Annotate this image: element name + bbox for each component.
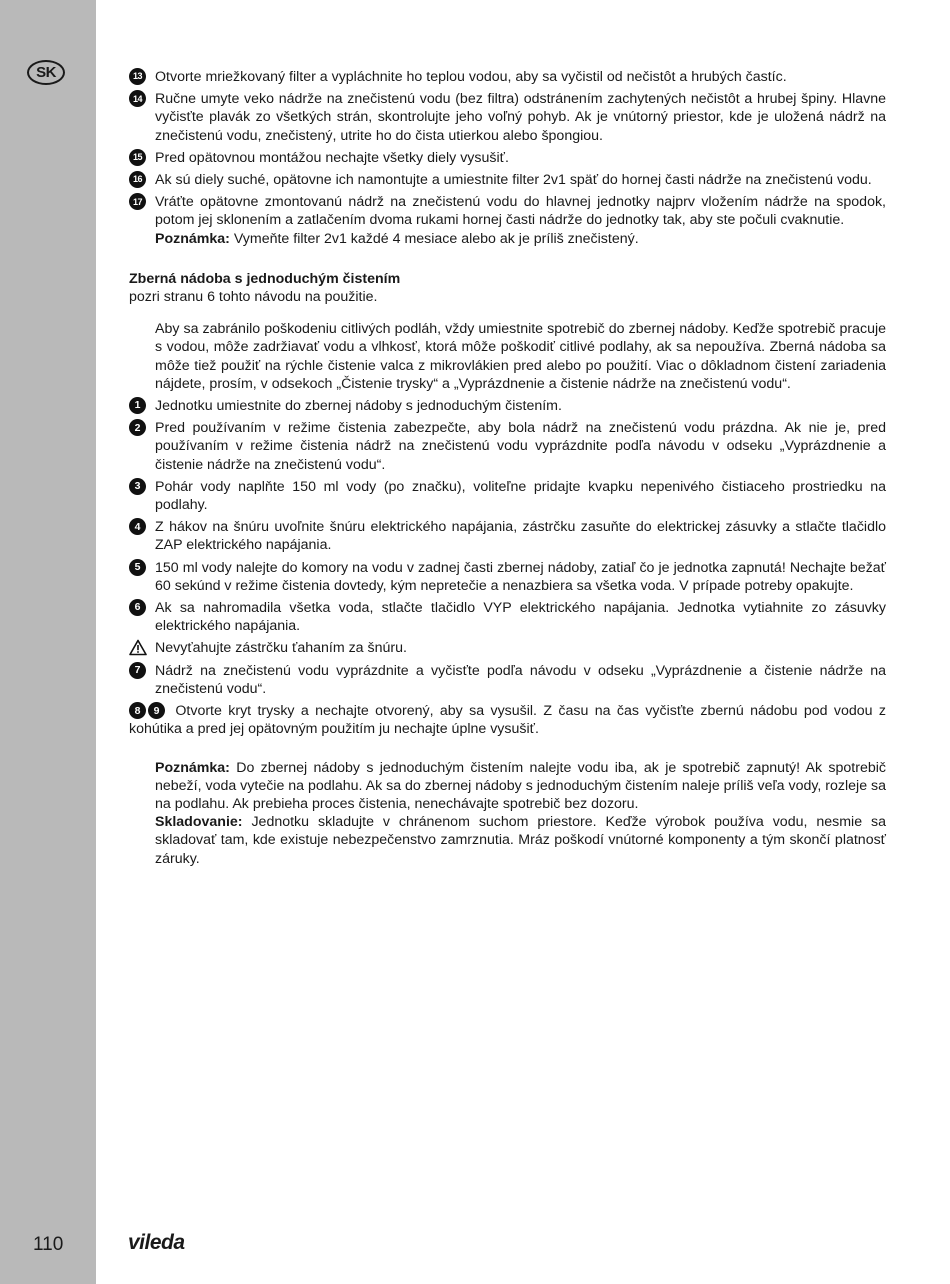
step-16 xyxy=(129,171,886,189)
warning-item xyxy=(129,639,886,657)
step-14 xyxy=(129,90,886,145)
side-margin-bar xyxy=(0,0,96,1284)
step-text: Vráťte opätovne zmontovanú nádrž na znečistenú vodu do hlavnej jednotky najprv vložením nádrže na spodok, potom jej sklonením a zatlačením dvoma rukami hornej časti nádrže do jednotky tak, aby ste počuli cvaknutie. xyxy=(155,194,886,229)
warning-text: Nevyťahujte zástrčku ťahaním za šnúru. xyxy=(155,640,407,657)
note-label: Poznámka: xyxy=(155,759,230,776)
step-text: Jednotku umiestnite do zbernej nádoby s jednoduchým čistením. xyxy=(155,398,562,415)
step-text: Pohár vody naplňte 150 ml vody (po značku), voliteľne pridajte kvapku nepenivého čistiaceho prostriedku na podlahy. xyxy=(155,478,886,514)
step-number-badge: 13 xyxy=(129,68,146,85)
step-4 xyxy=(129,518,886,554)
step-15 xyxy=(129,149,886,167)
language-badge: SK xyxy=(27,60,65,85)
section-title: Zberná nádoba s jednoduchým čistením xyxy=(129,270,401,287)
step-number-badge: 15 xyxy=(129,149,146,166)
step-text: Pred používaním v režime čistenia zabezpečte, aby bola nádrž na znečistenú vodu prázdna. Ak nie je, pred používaním v režime čistenia nádrž na znečistenú vodu vyprázdnite podľa návodu v odseku „Vyprázdnenie a čistenie nádrže na znečistenú vodu“. xyxy=(155,420,886,473)
step-8-9 xyxy=(129,702,886,738)
step-number-badge: 7 xyxy=(129,662,146,679)
step-text: Z hákov na šnúru uvoľnite šnúru elektrického napájania, zástrčku zasuňte do elektrickej zásuvky a stlačte tlačidlo ZAP elektrického napájania. xyxy=(155,519,886,554)
note-top xyxy=(155,230,886,248)
page-content xyxy=(129,68,886,868)
step-number-badge: 14 xyxy=(129,90,146,107)
note-bottom xyxy=(129,759,886,814)
step-number-badge: 16 xyxy=(129,171,146,188)
step-number-badge: 8 xyxy=(129,702,146,719)
warning-triangle-icon xyxy=(129,639,147,656)
storage-note xyxy=(129,813,886,868)
note-text: Vymeňte filter 2v1 každé 4 mesiace alebo ak je príliš znečistený. xyxy=(229,230,639,247)
step-6 xyxy=(129,599,886,635)
step-number-badge: 6 xyxy=(129,599,146,616)
step-5 xyxy=(129,559,886,595)
brand-logo: vileda xyxy=(128,1231,185,1254)
step-text: Ručne umyte veko nádrže na znečistenú vodu (bez filtra) odstránením zachytených nečistôt a hrubej špiny. Hlavne vyčisťte plavák zo všetkých strán, skontrolujte jeho voľný pohyb. Ak je vnútorný priestor, kde je uložená nádrž na znečistenú vodu, znečistený, utrite ho do čista utierkou alebo špongiou. xyxy=(155,91,886,144)
step-text: Nádrž na znečistenú vodu vyprázdnite a vyčisťte podľa návodu v odseku „Vyprázdnenie a čistenie nádrže na znečistenú vodu“. xyxy=(155,662,886,697)
step-1 xyxy=(129,397,886,415)
storage-text: Jednotku skladujte v chránenom suchom priestore. Keďže výrobok používa vodu, nesmie sa skladovať tam, kde existuje nebezpečenstvo zamrznutia. Mráz poškodí vnútorné komponenty a tým skončí platnosť záruky. xyxy=(155,814,886,867)
step-number-badge: 3 xyxy=(129,478,146,495)
step-text: Ak sa nahromadila všetka voda, stlačte tlačidlo VYP elektrického napájania. Jednotka vytiahnite zo zásuvky elektrického napájania. xyxy=(155,600,886,635)
step-number-badge: 4 xyxy=(129,518,146,535)
step-number-badge: 1 xyxy=(129,397,146,414)
section-intro: Aby sa zabránilo poškodeniu citlivých podláh, vždy umiestnite spotrebič do zbernej nádoby. Keďže spotrebič pracuje s vodou, môže zadržiavať vodu a vlhkosť, ktorá môže poškodiť citlivé podlahy, ak sa nepoužíva. Zberná nádoba sa môže tiež použiť na rýchle čistenie valca z mikrovlákien pred alebo po použití. Viac o dôkladnom čistení zariadenia nájdete, prosím, v odsekoch „Čistenie trysky“ a „Vyprázdnenie a čistenie nádrže na znečistenú vodu“. xyxy=(155,321,886,392)
step-13 xyxy=(129,68,886,86)
note-label: Poznámka: xyxy=(155,230,230,247)
step-number-badge: 5 xyxy=(129,559,146,576)
step-number-badge: 2 xyxy=(129,419,146,436)
step-text: Ak sú diely suché, opätovne ich namontujte a umiestnite filter 2v1 späť do hornej časti nádrže na znečistenú vodu. xyxy=(155,172,872,189)
storage-label: Skladovanie: xyxy=(155,814,243,831)
step-text: 150 ml vody nalejte do komory na vodu v zadnej časti zbernej nádoby, zatiaľ čo je jednotka zapnutá! Nechajte bežať 60 sekúnd v režime čistenia dovtedy, kým nepretečie a nenazbiera sa všetka voda. V prípade potreby opakujte. xyxy=(155,559,886,594)
step-number-badge: 9 xyxy=(148,702,165,719)
section-subtitle: pozri stranu 6 tohto návodu na použitie. xyxy=(129,289,378,306)
page-number: 110 xyxy=(33,1234,64,1255)
step-17 xyxy=(129,193,886,248)
step-7 xyxy=(129,662,886,698)
step-number-badge: 17 xyxy=(129,193,146,210)
step-2 xyxy=(129,419,886,474)
step-text: Pred opätovnou montážou nechajte všetky diely vysušiť. xyxy=(155,149,509,166)
note-text: Do zbernej nádoby s jednoduchým čistením nalejte vodu iba, ak je spotrebič zapnutý! Ak spotrebič nebeží, voda vytečie na podlahu. Ak sa do zbernej nádoby s jednoduchým čistením naleje príliš veľa vody, rozleje sa na podlahu. Ak prebieha proces čistenia, nenechávajte spotrebič bez dozoru. xyxy=(155,759,887,812)
step-3 xyxy=(129,478,886,514)
step-text: Otvorte kryt trysky a nechajte otvorený, aby sa vysušil. Z času na čas vyčisťte zbernú nádobu pod vodou z kohútika a pred jej opätovným použitím ju nechajte úplne vysušiť. xyxy=(129,703,886,738)
step-number-badges xyxy=(129,702,165,719)
step-text: Otvorte mriežkovaný filter a vypláchnite ho teplou vodou, aby sa vyčistil od nečistôt a hrubých častíc. xyxy=(155,69,787,85)
